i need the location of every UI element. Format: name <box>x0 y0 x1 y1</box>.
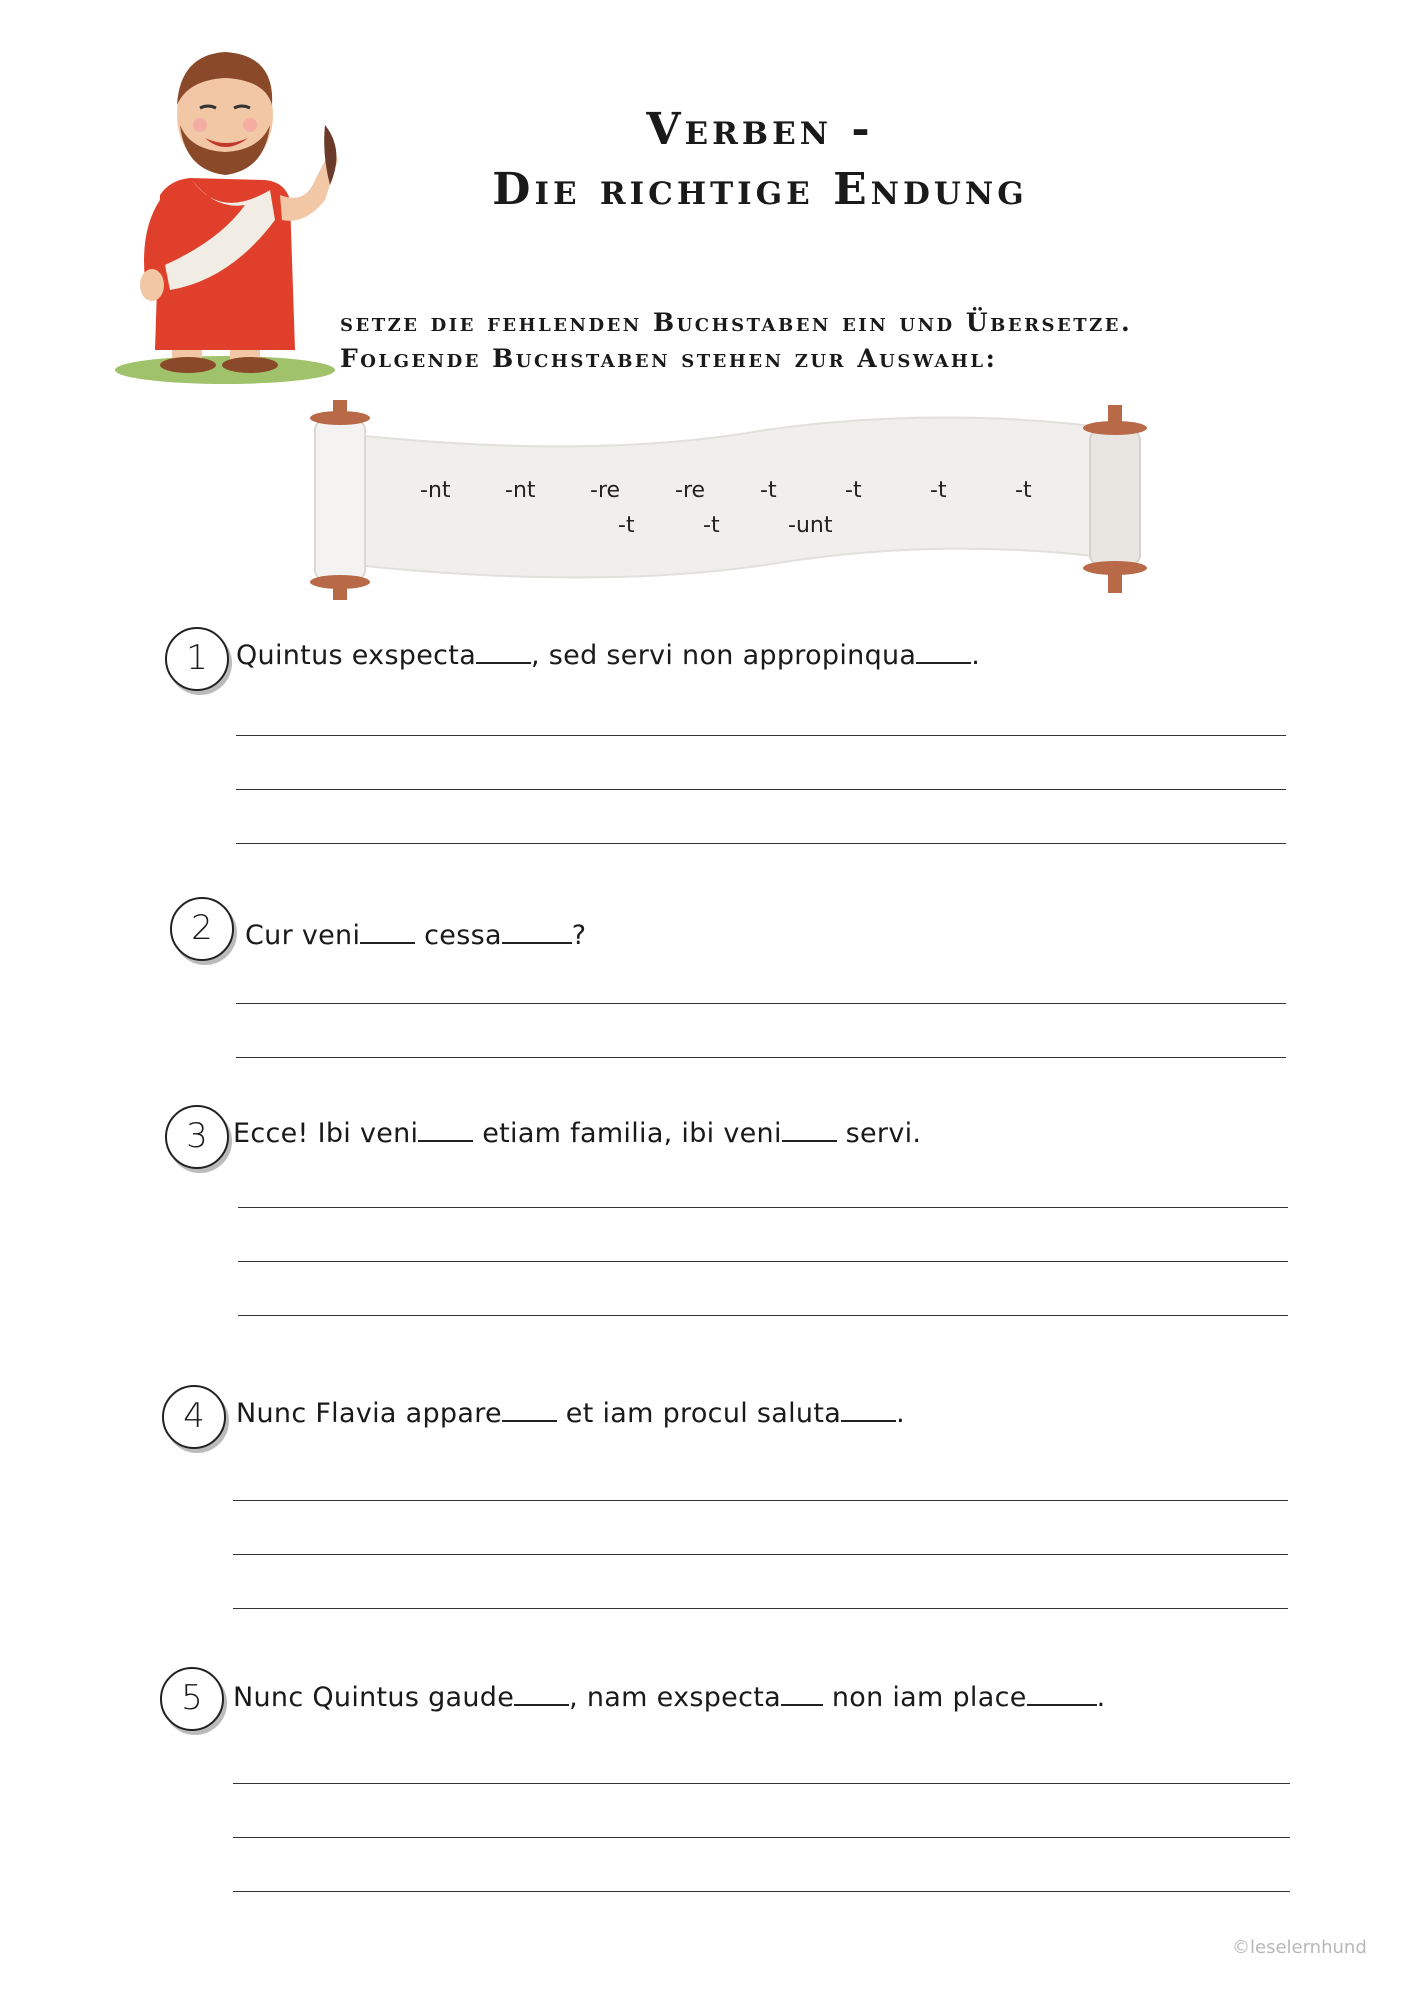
exercise-sentence-4 <box>236 1398 905 1429</box>
title-line-2: Die richtige Endung <box>492 164 1028 215</box>
exercise-sentence-1 <box>236 640 980 671</box>
exercise-number-2: 2 <box>170 897 234 961</box>
sentence-text: . <box>1096 1682 1106 1713</box>
title-line-1: Verben - <box>646 104 874 155</box>
exercise-number-3: 3 <box>165 1105 229 1169</box>
exercise-number-5: 5 <box>160 1667 224 1731</box>
answer-blank[interactable] <box>514 1682 569 1706</box>
ending-option: -re <box>675 478 706 503</box>
sentence-text: Ecce! Ibi veni <box>233 1118 419 1149</box>
copyright-watermark: ©leselernhund <box>1232 1937 1367 1958</box>
sentence-text: Quintus exspecta <box>236 640 477 671</box>
translation-line[interactable] <box>236 789 1286 790</box>
answer-blank[interactable] <box>841 1398 896 1422</box>
exercise-sentence-3 <box>233 1118 921 1149</box>
sentence-text: et iam procul saluta <box>556 1398 842 1429</box>
sentence-text: , nam exspecta <box>569 1682 781 1713</box>
ending-option: -t <box>930 478 947 503</box>
instruction-line-2: Folgende Buchstaben stehen zur Auswahl: <box>340 344 998 373</box>
answer-blank[interactable] <box>1027 1682 1097 1706</box>
ending-option: -nt <box>420 478 451 503</box>
ending-option: -unt <box>788 513 833 538</box>
translation-line[interactable] <box>238 1207 1288 1208</box>
translation-line[interactable] <box>233 1837 1290 1838</box>
sentence-text: non iam place <box>822 1682 1027 1713</box>
translation-line[interactable] <box>236 735 1286 736</box>
ending-option: -nt <box>505 478 536 503</box>
translation-line[interactable] <box>238 1315 1288 1316</box>
ending-option: -t <box>845 478 862 503</box>
answer-blank[interactable] <box>502 1398 557 1422</box>
sentence-text: Cur veni <box>245 920 361 951</box>
answer-blank[interactable] <box>502 920 572 944</box>
answer-blank[interactable] <box>418 1118 473 1142</box>
exercise-sentence-5 <box>233 1682 1106 1713</box>
answer-blank[interactable] <box>916 640 971 664</box>
sentence-text: ? <box>571 920 587 951</box>
exercise-number-1: 1 <box>165 627 229 691</box>
roman-figure-illustration <box>100 30 350 400</box>
sentence-text: Nunc Flavia appare <box>236 1398 502 1429</box>
answer-blank[interactable] <box>782 1118 837 1142</box>
translation-line[interactable] <box>236 843 1286 844</box>
translation-line[interactable] <box>236 1057 1286 1058</box>
translation-line[interactable] <box>233 1891 1290 1892</box>
sentence-text: servi. <box>836 1118 922 1149</box>
translation-line[interactable] <box>233 1554 1288 1555</box>
endings-scroll <box>295 400 1175 600</box>
sentence-text: . <box>971 640 981 671</box>
translation-line[interactable] <box>233 1783 1290 1784</box>
ending-option: -t <box>703 513 720 538</box>
answer-blank[interactable] <box>360 920 415 944</box>
exercise-number-4: 4 <box>162 1385 226 1449</box>
exercise-sentence-2 <box>245 920 586 951</box>
translation-line[interactable] <box>233 1608 1288 1609</box>
sentence-text: . <box>896 1398 905 1429</box>
ending-option: -t <box>618 513 635 538</box>
sentence-text: Nunc Quintus gaude <box>233 1682 515 1713</box>
instruction-line-1: setze die fehlenden Buchstaben ein und Übersetze. <box>340 308 1133 337</box>
translation-line[interactable] <box>236 1003 1286 1004</box>
translation-line[interactable] <box>233 1500 1288 1501</box>
worksheet-title <box>420 100 1100 220</box>
answer-blank[interactable] <box>476 640 531 664</box>
answer-blank[interactable] <box>781 1682 823 1706</box>
sentence-text: etiam familia, ibi veni <box>473 1118 782 1149</box>
ending-option: -t <box>760 478 777 503</box>
sentence-text: , sed servi non appropinqua <box>531 640 917 671</box>
ending-option: -re <box>590 478 621 503</box>
sentence-text: cessa <box>415 920 502 951</box>
translation-line[interactable] <box>238 1261 1288 1262</box>
ending-option: -t <box>1015 478 1032 503</box>
instructions <box>340 305 1340 377</box>
